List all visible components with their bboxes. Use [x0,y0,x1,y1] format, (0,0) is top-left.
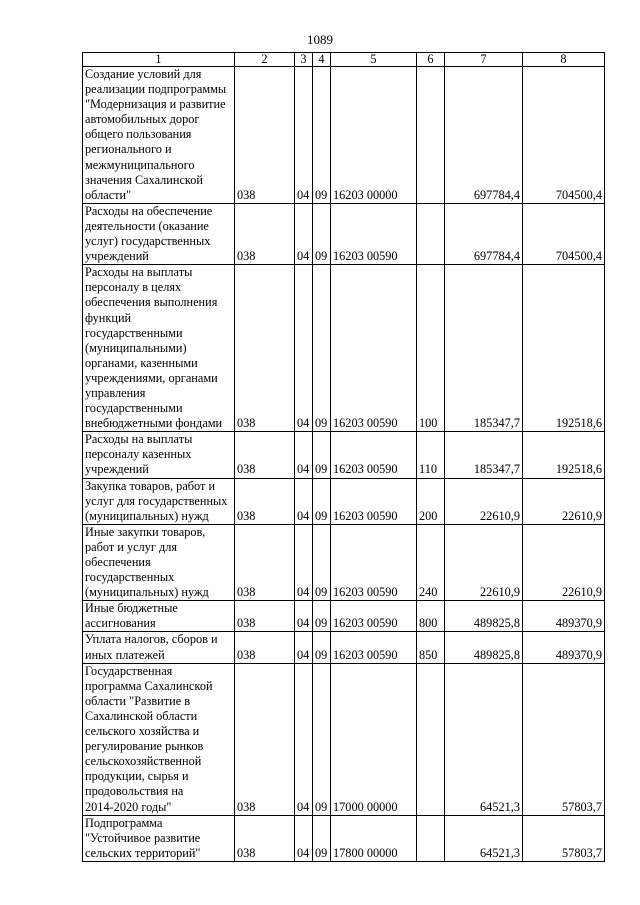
section-cell: 04 [295,265,313,432]
section-cell: 04 [295,632,313,663]
amount-year2-cell: 192518,6 [523,265,605,432]
expense-type-cell: 800 [417,601,445,632]
amount-year2-cell: 22610,9 [523,524,605,600]
row-name-cell [83,67,235,204]
table-row [83,524,605,600]
row-name-cell [83,601,235,632]
row-name-cell [83,203,235,264]
table-row [83,663,605,815]
row-name-cell [83,432,235,478]
header-cell: 1 [83,53,235,67]
amount-year2-cell: 192518,6 [523,432,605,478]
amount-year2-cell: 22610,9 [523,478,605,524]
row-name-text: Расходы на выплаты персоналу в целях обеспечения выполнения функций государственными (муниципальными) органами, казенными учреждениями, органами управления государственными внебюджетными фондами [85,265,223,431]
target-article-cell: 17800 00000 [331,815,417,861]
target-article-cell: 16203 00000 [331,67,417,204]
table-body [83,67,605,862]
header-cell: 2 [235,53,295,67]
expense-type-cell: 100 [417,265,445,432]
subsection-cell: 09 [313,478,331,524]
section-cell: 04 [295,815,313,861]
row-name-text: Расходы на выплаты персоналу казенных учреждений [85,432,193,477]
subsection-cell: 09 [313,67,331,204]
ministry-code-cell: 038 [235,632,295,663]
target-article-cell: 16203 00590 [331,432,417,478]
target-article-cell: 16203 00590 [331,265,417,432]
row-name-text: Создание условий для реализации подпрограммы "Модернизация и развитие автомобильных дорог общего пользования регионального и межмуниципального значения Сахалинской области" [85,67,227,202]
expense-type-cell [417,67,445,204]
subsection-cell: 09 [313,432,331,478]
row-name-cell [83,478,235,524]
target-article-cell: 16203 00590 [331,524,417,600]
row-name-cell [83,265,235,432]
ministry-code-cell: 038 [235,265,295,432]
header-cell: 6 [417,53,445,67]
amount-year2-cell: 489370,9 [523,632,605,663]
section-cell: 04 [295,663,313,815]
page-number: 1089 [307,32,333,47]
section-cell: 04 [295,432,313,478]
target-article-cell: 16203 00590 [331,632,417,663]
section-cell: 04 [295,67,313,204]
expense-type-cell [417,663,445,815]
section-cell: 04 [295,203,313,264]
amount-year1-cell: 489825,8 [445,601,523,632]
ministry-code-cell: 038 [235,67,295,204]
subsection-cell: 09 [313,524,331,600]
table-row [83,432,605,478]
table-row [83,203,605,264]
target-article-cell: 16203 00590 [331,203,417,264]
row-name-text: Закупка товаров, работ и услуг для государственных (муниципальных) нужд [85,478,228,523]
subsection-cell: 09 [313,632,331,663]
subsection-cell: 09 [313,265,331,432]
amount-year1-cell: 64521,3 [445,815,523,861]
subsection-cell: 09 [313,663,331,815]
row-name-cell [83,663,235,815]
amount-year2-cell: 704500,4 [523,203,605,264]
target-article-cell: 17000 00000 [331,663,417,815]
amount-year1-cell: 22610,9 [445,478,523,524]
budget-table [82,52,605,862]
target-article-cell: 16203 00590 [331,601,417,632]
section-cell: 04 [295,524,313,600]
header-cell: 5 [331,53,417,67]
amount-year2-cell: 57803,7 [523,815,605,861]
ministry-code-cell: 038 [235,478,295,524]
expense-type-cell: 240 [417,524,445,600]
row-name-text: Иные бюджетные ассигнования [85,601,178,631]
amount-year1-cell: 185347,7 [445,265,523,432]
expense-type-cell [417,203,445,264]
row-name-text: Подпрограмма "Устойчивое развитие сельских территорий" [85,815,201,860]
row-name-text: Расходы на обеспечение деятельности (оказание услуг) государственных учреждений [85,203,213,264]
amount-year1-cell: 64521,3 [445,663,523,815]
section-cell: 04 [295,601,313,632]
header-cell: 3 [295,53,313,67]
amount-year1-cell: 697784,4 [445,203,523,264]
row-name-text: Иные закупки товаров, работ и услуг для обеспечения государственных (муниципальных) нужд [85,524,209,600]
amount-year1-cell: 489825,8 [445,632,523,663]
header-cell: 8 [523,53,605,67]
table-row [83,478,605,524]
amount-year1-cell: 22610,9 [445,524,523,600]
subsection-cell: 09 [313,815,331,861]
expense-type-cell [417,815,445,861]
amount-year2-cell: 489370,9 [523,601,605,632]
ministry-code-cell: 038 [235,601,295,632]
amount-year1-cell: 185347,7 [445,432,523,478]
expense-type-cell: 200 [417,478,445,524]
row-name-text: Уплата налогов, сборов и иных платежей [85,632,218,662]
table-row [83,265,605,432]
header-cell: 7 [445,53,523,67]
row-name-cell [83,632,235,663]
table-row [83,601,605,632]
row-name-cell [83,524,235,600]
target-article-cell: 16203 00590 [331,478,417,524]
table-header-row [83,53,605,67]
ministry-code-cell: 038 [235,663,295,815]
subsection-cell: 09 [313,601,331,632]
ministry-code-cell: 038 [235,524,295,600]
header-cell: 4 [313,53,331,67]
table-row [83,815,605,861]
row-name-cell [83,815,235,861]
expense-type-cell: 850 [417,632,445,663]
ministry-code-cell: 038 [235,203,295,264]
subsection-cell: 09 [313,203,331,264]
expense-type-cell: 110 [417,432,445,478]
row-name-text: Государственная программа Сахалинской области "Развитие в Сахалинской области сельского хозяйства и регулирование рынков сельскохозяйственной продукции, сырья и продовольствия на 2014-2020 годы" [85,663,213,814]
amount-year2-cell: 704500,4 [523,67,605,204]
ministry-code-cell: 038 [235,432,295,478]
amount-year2-cell: 57803,7 [523,663,605,815]
section-cell: 04 [295,478,313,524]
table-row [83,632,605,663]
table-row [83,67,605,204]
amount-year1-cell: 697784,4 [445,67,523,204]
ministry-code-cell: 038 [235,815,295,861]
